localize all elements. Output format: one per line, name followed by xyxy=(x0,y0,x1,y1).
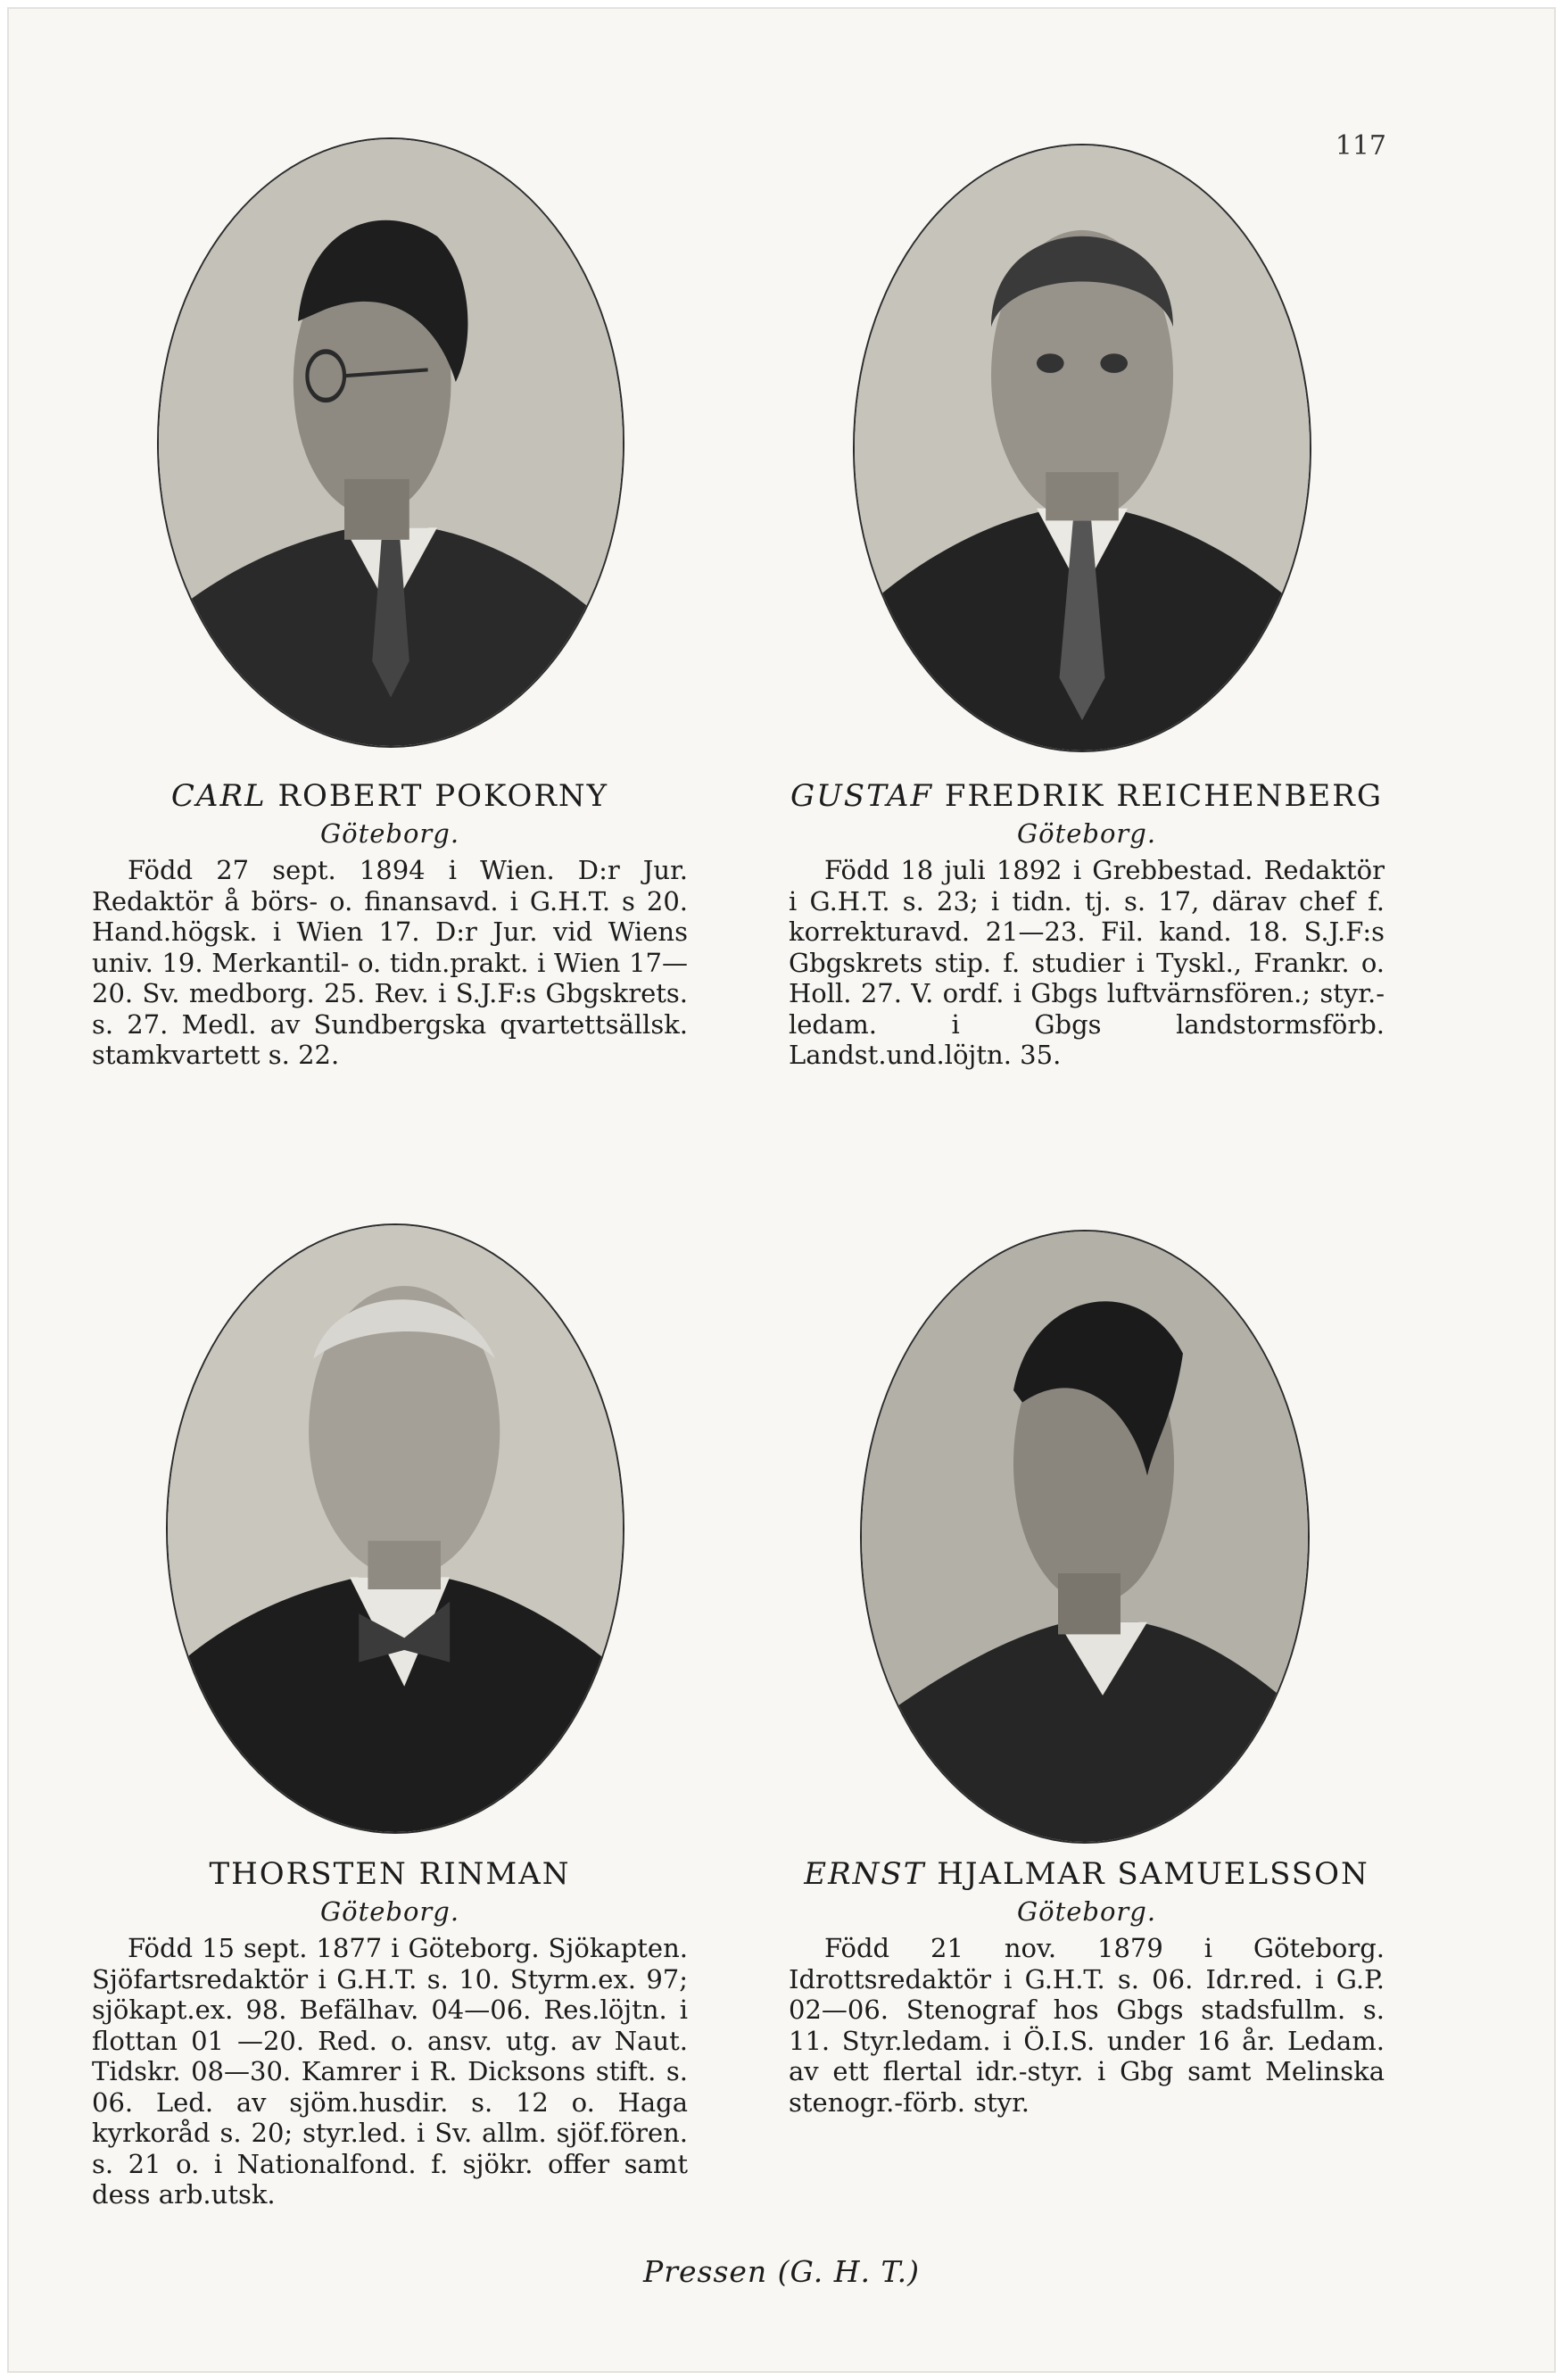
entry-thorsten-rinman xyxy=(92,1854,688,2210)
city: Göteborg. xyxy=(1016,1896,1157,1927)
portrait-ernst-hjalmar-samuelsson xyxy=(862,1231,1308,1842)
biography: Född 18 juli 1892 i Grebbestad. Redaktör i G.H.T. s. 23; i tidn. tj. s. 17, därav chef f. korrekturavd. 21—23. Fil. kand. 18. S.J.F:s Gbgskrets stip. f. studier i Tyskl., Frankr. o. Holl. 27. V. ordf. i Gbgs luftvärnsfören.; styr.-ledam. i Gbgs landstormsförb. Landst.und.löjtn. 35. xyxy=(789,855,1385,1070)
person-name xyxy=(92,776,688,816)
first-name: CARL xyxy=(170,778,267,814)
rest-name: HJALMAR SAMUELSSON xyxy=(937,1856,1369,1892)
first-name: ERNST xyxy=(804,1856,926,1892)
first-name: GUSTAF xyxy=(790,778,934,814)
person-name xyxy=(92,1854,688,1894)
person-name xyxy=(789,1854,1385,1894)
city: Göteborg. xyxy=(1016,818,1157,849)
photo-credit: Pressen (G. H. T.) xyxy=(643,2254,920,2289)
city: Göteborg. xyxy=(319,1896,460,1927)
rest-name: FREDRIK REICHENBERG xyxy=(944,778,1384,814)
book-page xyxy=(7,7,1556,2373)
biography: Född 21 nov. 1879 i Göteborg. Idrottsredaktör i G.H.T. s. 06. Idr.red. i G.P. 02—06. Stenograf hos Gbgs stadsfullm. s. 11. Styr.ledam. i Ö.I.S. under 16 år. Ledam. av ett flertal idr.-styr. i Gbg samt Melinska stenogr.-förb. styr. xyxy=(789,1933,1385,2118)
biography: Född 15 sept. 1877 i Göteborg. Sjökapten. Sjöfartsredaktör i G.H.T. s. 10. Styrm.ex. 97; sjökapt.ex. 98. Befälhav. 04—06. Res.löjtn. i flottan 01 —20. Red. o. ansv. utg. av Naut. Tidskr. 08—30. Kamrer i R. Dicksons stift. s. 06. Led. av sjöm.husdir. s. 12 o. Haga kyrkoråd s. 20; styr.led. i Sv. allm. sjöf.fören. s. 21 o. i Nationalfond. f. sjökr. offer samt dess arb.utsk. xyxy=(92,1933,688,2210)
portrait-carl-robert-pokorny xyxy=(159,139,623,746)
rest-name: THORSTEN RINMAN xyxy=(209,1856,571,1892)
entry-carl-robert-pokorny xyxy=(92,776,688,1071)
city: Göteborg. xyxy=(319,818,460,849)
portrait-gustaf-fredrik-reichenberg xyxy=(855,145,1310,750)
rest-name: ROBERT POKORNY xyxy=(277,778,609,814)
biography: Född 27 sept. 1894 i Wien. D:r Jur. Redaktör å börs- o. finansavd. i G.H.T. s 20. Hand.högsk. i Wien 17. D:r Jur. vid Wiens univ. 19. Merkantil- o. tidn.prakt. i Wien 17—20. Sv. medborg. 25. Rev. i S.J.F:s Gbgskrets. s. 27. Medl. av Sundbergska qvartettsällsk. stamkvartett s. 22. xyxy=(92,855,688,1070)
entry-ernst-hjalmar-samuelsson xyxy=(789,1854,1385,2118)
page-number: 117 xyxy=(1335,130,1386,162)
portrait-thorsten-rinman xyxy=(168,1225,623,1832)
person-name xyxy=(789,776,1385,816)
entry-gustaf-fredrik-reichenberg xyxy=(789,776,1385,1071)
